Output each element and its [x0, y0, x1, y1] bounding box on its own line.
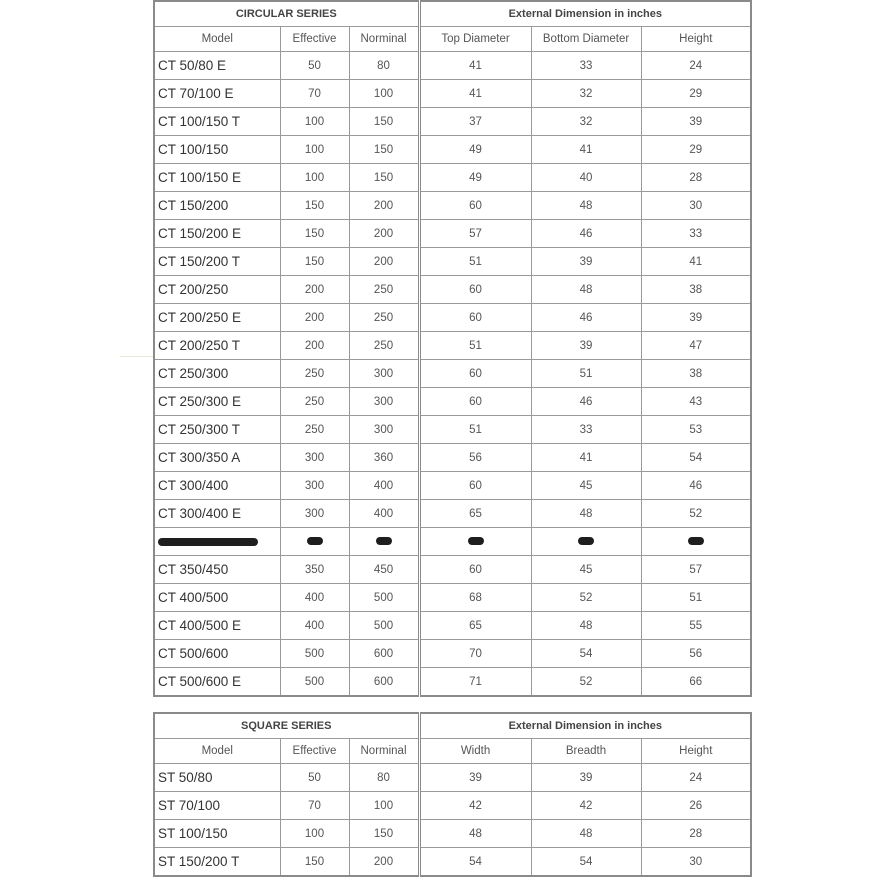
cell-effective: 300: [280, 472, 349, 500]
table-row: [154, 80, 751, 108]
col-header-bottom-diameter: Bottom Diameter: [531, 27, 641, 52]
header-group-row: [154, 713, 751, 739]
column-header-row: [154, 739, 751, 764]
cell-height: 43: [641, 388, 751, 416]
cell-top-diameter: 41: [419, 52, 531, 80]
table-row: [154, 332, 751, 360]
table-row: [154, 136, 751, 164]
cell-effective: 500: [280, 668, 349, 697]
column-header-row: [154, 27, 751, 52]
cell-effective: 350: [280, 556, 349, 584]
cell-bottom-diameter: 33: [531, 52, 641, 80]
cell-top-diameter: 71: [419, 668, 531, 697]
cell-model: CT 300/400: [154, 472, 280, 500]
cell-effective: 150: [280, 220, 349, 248]
cell-bottom-diameter: 32: [531, 108, 641, 136]
cell-height: 30: [641, 848, 751, 877]
cell-top-diameter: 60: [419, 360, 531, 388]
cell-width: 42: [419, 792, 531, 820]
cell-effective: 250: [280, 388, 349, 416]
cell-norminal: 200: [349, 848, 419, 877]
cell-top-diameter: 60: [419, 304, 531, 332]
cell-norminal: 200: [349, 192, 419, 220]
cell-model: CT 200/250: [154, 276, 280, 304]
cell-bottom-diameter: 48: [531, 500, 641, 528]
col-header-norminal: Norminal: [349, 739, 419, 764]
cell-model: CT 150/200 T: [154, 248, 280, 276]
cell-breadth: 54: [531, 848, 641, 877]
cell-effective: 150: [280, 192, 349, 220]
redaction-mark: [158, 538, 258, 546]
cell-top-diameter: 56: [419, 444, 531, 472]
square-series-table: [153, 712, 752, 877]
cell-height: 46: [641, 472, 751, 500]
cell-bottom-diameter: 52: [531, 668, 641, 697]
circular-series-table: [153, 0, 752, 697]
redaction-mark: [468, 537, 484, 545]
cell-effective: 100: [280, 820, 349, 848]
table-row: [154, 52, 751, 80]
col-header-height: Height: [641, 739, 751, 764]
cell-bottom-diameter: 41: [531, 444, 641, 472]
table-row: [154, 276, 751, 304]
table-row: [154, 500, 751, 528]
cell-norminal: 300: [349, 388, 419, 416]
cell-effective: 100: [280, 108, 349, 136]
cell-bottom-diameter: 40: [531, 164, 641, 192]
cell-effective: 250: [280, 360, 349, 388]
cell-top-diameter: 65: [419, 612, 531, 640]
cell-effective: 50: [280, 764, 349, 792]
cell-breadth: 48: [531, 820, 641, 848]
cell-bottom-diameter: 48: [531, 612, 641, 640]
cell-height: [641, 528, 751, 556]
cell-height: 39: [641, 304, 751, 332]
cell-norminal: 250: [349, 304, 419, 332]
col-header-breadth: Breadth: [531, 739, 641, 764]
redaction-mark: [376, 537, 392, 545]
cell-top-diameter: 60: [419, 472, 531, 500]
cell-top-diameter: 60: [419, 276, 531, 304]
cell-height: 51: [641, 584, 751, 612]
col-header-model: Model: [154, 739, 280, 764]
cell-bottom-diameter: 32: [531, 80, 641, 108]
cell-bottom-diameter: 51: [531, 360, 641, 388]
cell-norminal: 150: [349, 820, 419, 848]
cell-bottom-diameter: [531, 528, 641, 556]
cell-bottom-diameter: 41: [531, 136, 641, 164]
cell-bottom-diameter: 46: [531, 220, 641, 248]
cell-model: CT 300/400 E: [154, 500, 280, 528]
cell-model: CT 400/500 E: [154, 612, 280, 640]
cell-top-diameter: 57: [419, 220, 531, 248]
table-row: [154, 360, 751, 388]
col-header-effective: Effective: [280, 739, 349, 764]
cell-bottom-diameter: 45: [531, 472, 641, 500]
cell-effective: 400: [280, 612, 349, 640]
cell-norminal: 250: [349, 332, 419, 360]
cell-effective: 70: [280, 792, 349, 820]
cell-norminal: 200: [349, 220, 419, 248]
cell-model: ST 100/150: [154, 820, 280, 848]
cell-model: ST 150/200 T: [154, 848, 280, 877]
table-row: [154, 444, 751, 472]
col-header-effective: Effective: [280, 27, 349, 52]
cell-model: CT 70/100 E: [154, 80, 280, 108]
cell-norminal: 400: [349, 500, 419, 528]
redaction-mark: [307, 537, 323, 545]
cell-norminal: 80: [349, 764, 419, 792]
table-row: [154, 164, 751, 192]
table-row: [154, 584, 751, 612]
cell-height: 47: [641, 332, 751, 360]
col-header-height: Height: [641, 27, 751, 52]
cell-effective: 70: [280, 80, 349, 108]
redaction-mark: [578, 537, 594, 545]
cell-top-diameter: 49: [419, 136, 531, 164]
table-row: [154, 108, 751, 136]
cell-model: CT 100/150 T: [154, 108, 280, 136]
table-row: [154, 416, 751, 444]
cell-norminal: 600: [349, 640, 419, 668]
cell-width: 39: [419, 764, 531, 792]
cell-norminal: 150: [349, 108, 419, 136]
cell-model: CT 500/600 E: [154, 668, 280, 697]
cell-norminal: 150: [349, 164, 419, 192]
cell-breadth: 42: [531, 792, 641, 820]
table-row: [154, 820, 751, 848]
cell-effective: 150: [280, 248, 349, 276]
cell-top-diameter: 51: [419, 332, 531, 360]
series-title: CIRCULAR SERIES: [154, 1, 419, 27]
cell-effective: 300: [280, 500, 349, 528]
cell-effective: 200: [280, 332, 349, 360]
cell-bottom-diameter: 52: [531, 584, 641, 612]
cell-effective: 250: [280, 416, 349, 444]
cell-height: 52: [641, 500, 751, 528]
cell-model: CT 300/350 A: [154, 444, 280, 472]
cell-height: 56: [641, 640, 751, 668]
cell-bottom-diameter: 39: [531, 332, 641, 360]
cell-effective: 300: [280, 444, 349, 472]
cell-effective: [280, 528, 349, 556]
cell-height: 55: [641, 612, 751, 640]
cell-height: 38: [641, 360, 751, 388]
series-title: SQUARE SERIES: [154, 713, 419, 739]
cell-top-diameter: 60: [419, 388, 531, 416]
cell-effective: 50: [280, 52, 349, 80]
cell-model: CT 200/250 E: [154, 304, 280, 332]
table-row: [154, 192, 751, 220]
cell-model: CT 500/600: [154, 640, 280, 668]
cell-top-diameter: 70: [419, 640, 531, 668]
cell-height: 24: [641, 52, 751, 80]
cell-norminal: 100: [349, 792, 419, 820]
table-row: [154, 472, 751, 500]
table-row: [154, 848, 751, 877]
cell-width: 48: [419, 820, 531, 848]
cell-model: ST 50/80: [154, 764, 280, 792]
dimension-title: External Dimension in inches: [419, 713, 751, 739]
cell-effective: 200: [280, 276, 349, 304]
cell-norminal: 200: [349, 248, 419, 276]
cell-height: 29: [641, 80, 751, 108]
table-row: [154, 640, 751, 668]
cell-top-diameter: [419, 528, 531, 556]
cell-bottom-diameter: 39: [531, 248, 641, 276]
cell-breadth: 39: [531, 764, 641, 792]
cell-bottom-diameter: 33: [531, 416, 641, 444]
cell-norminal: [349, 528, 419, 556]
table-row: [154, 220, 751, 248]
cell-bottom-diameter: 54: [531, 640, 641, 668]
cell-height: 28: [641, 820, 751, 848]
col-header-width: Width: [419, 739, 531, 764]
table-row: [154, 304, 751, 332]
cell-model: [154, 528, 280, 556]
cell-height: 33: [641, 220, 751, 248]
table-row: [154, 248, 751, 276]
redaction-mark: [688, 537, 704, 545]
cell-bottom-diameter: 48: [531, 192, 641, 220]
cell-height: 39: [641, 108, 751, 136]
cell-model: CT 150/200: [154, 192, 280, 220]
cell-bottom-diameter: 48: [531, 276, 641, 304]
table-row: [154, 556, 751, 584]
cell-norminal: 300: [349, 416, 419, 444]
dimension-title: External Dimension in inches: [419, 1, 751, 27]
cell-norminal: 150: [349, 136, 419, 164]
cell-height: 41: [641, 248, 751, 276]
cell-height: 24: [641, 764, 751, 792]
cell-norminal: 250: [349, 276, 419, 304]
cell-top-diameter: 60: [419, 192, 531, 220]
cell-effective: 100: [280, 136, 349, 164]
cell-effective: 150: [280, 848, 349, 877]
cell-height: 53: [641, 416, 751, 444]
col-header-model: Model: [154, 27, 280, 52]
cell-height: 26: [641, 792, 751, 820]
cell-model: CT 400/500: [154, 584, 280, 612]
cell-norminal: 600: [349, 668, 419, 697]
cell-height: 66: [641, 668, 751, 697]
cell-model: CT 250/300 E: [154, 388, 280, 416]
header-group-row: [154, 1, 751, 27]
cell-bottom-diameter: 45: [531, 556, 641, 584]
cell-bottom-diameter: 46: [531, 304, 641, 332]
cell-effective: 500: [280, 640, 349, 668]
cell-top-diameter: 51: [419, 248, 531, 276]
cell-bottom-diameter: 46: [531, 388, 641, 416]
cell-model: CT 100/150: [154, 136, 280, 164]
cell-width: 54: [419, 848, 531, 877]
cell-norminal: 80: [349, 52, 419, 80]
table-row: [154, 764, 751, 792]
cell-model: CT 150/200 E: [154, 220, 280, 248]
cell-height: 28: [641, 164, 751, 192]
cell-model: ST 70/100: [154, 792, 280, 820]
col-header-top-diameter: Top Diameter: [419, 27, 531, 52]
cell-top-diameter: 60: [419, 556, 531, 584]
cell-top-diameter: 41: [419, 80, 531, 108]
table-row: [154, 792, 751, 820]
table-row: [154, 528, 751, 556]
col-header-norminal: Norminal: [349, 27, 419, 52]
cell-height: 30: [641, 192, 751, 220]
cell-height: 57: [641, 556, 751, 584]
cell-model: CT 100/150 E: [154, 164, 280, 192]
table-row: [154, 612, 751, 640]
cell-model: CT 200/250 T: [154, 332, 280, 360]
cell-norminal: 300: [349, 360, 419, 388]
cell-top-diameter: 37: [419, 108, 531, 136]
cell-norminal: 360: [349, 444, 419, 472]
table-row: [154, 388, 751, 416]
cell-height: 38: [641, 276, 751, 304]
cell-top-diameter: 68: [419, 584, 531, 612]
cell-model: CT 350/450: [154, 556, 280, 584]
cell-norminal: 500: [349, 584, 419, 612]
cell-norminal: 400: [349, 472, 419, 500]
cell-effective: 200: [280, 304, 349, 332]
cell-model: CT 250/300 T: [154, 416, 280, 444]
cell-effective: 400: [280, 584, 349, 612]
cell-height: 29: [641, 136, 751, 164]
cell-height: 54: [641, 444, 751, 472]
table-row: [154, 668, 751, 697]
cell-top-diameter: 49: [419, 164, 531, 192]
cell-norminal: 450: [349, 556, 419, 584]
cell-model: CT 250/300: [154, 360, 280, 388]
cell-model: CT 50/80 E: [154, 52, 280, 80]
cell-norminal: 500: [349, 612, 419, 640]
cell-top-diameter: 65: [419, 500, 531, 528]
cell-norminal: 100: [349, 80, 419, 108]
cell-effective: 100: [280, 164, 349, 192]
cell-top-diameter: 51: [419, 416, 531, 444]
